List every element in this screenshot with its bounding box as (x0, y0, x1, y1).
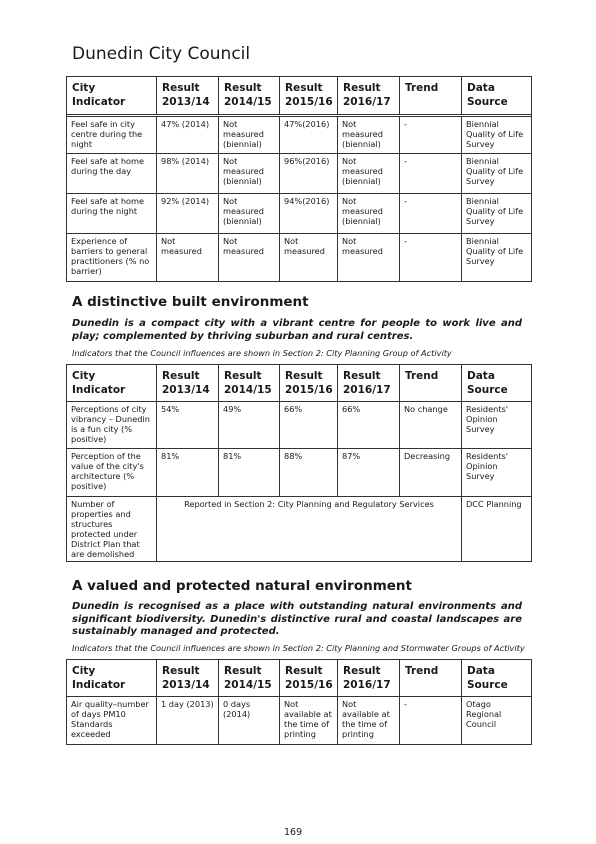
section-heading-natural-environment: A valued and protected natural environment (72, 578, 412, 594)
table-header-row (67, 660, 532, 697)
table-row (67, 234, 532, 282)
result-cell: 47% (2014) (157, 117, 219, 154)
source-cell: Biennial Quality of Life Survey (462, 154, 532, 194)
trend-cell: Decreasing (400, 449, 462, 497)
table-row (67, 402, 532, 449)
table-row (67, 194, 532, 234)
result-cell: Not measured (biennial) (219, 117, 280, 154)
header-data-source: Data Source (462, 660, 532, 697)
indicator-cell: Feel safe at home during the day (67, 154, 157, 194)
result-cell: 49% (219, 402, 280, 449)
result-cell: 88% (280, 449, 338, 497)
header-trend: Trend (400, 660, 462, 697)
header-result-2015-16: Result 2015/16 (280, 660, 338, 697)
table-header-row (67, 365, 532, 402)
header-trend: Trend (400, 365, 462, 402)
section-note-natural-environment: Indicators that the Council influences are shown in Section 2: City Planning and Stormwater Groups of Activity (72, 643, 525, 653)
header-result-2014-15: Result 2014/15 (219, 660, 280, 697)
header-city-indicator: City Indicator (67, 365, 157, 402)
result-cell: 81% (157, 449, 219, 497)
indicator-cell: Perceptions of city vibrancy – Dunedin is a fun city (% positive) (67, 402, 157, 449)
result-cell: 1 day (2013) (157, 697, 219, 745)
result-cell: 87% (338, 449, 400, 497)
table-row (67, 117, 532, 154)
natural-environment-table (66, 659, 532, 745)
result-cell: Not measured (338, 234, 400, 282)
table-header-row (67, 77, 532, 115)
trend-cell: - (400, 117, 462, 154)
section-heading-built-environment: A distinctive built environment (72, 294, 309, 310)
result-cell: 92% (2014) (157, 194, 219, 234)
result-cell: 98% (2014) (157, 154, 219, 194)
header-result-2015-16: Result 2015/16 (280, 77, 338, 115)
source-cell: Biennial Quality of Life Survey (462, 117, 532, 154)
result-cell: 54% (157, 402, 219, 449)
header-result-2013-14: Result 2013/14 (157, 365, 219, 402)
header-result-2015-16: Result 2015/16 (280, 365, 338, 402)
trend-cell: No change (400, 402, 462, 449)
result-cell: 81% (219, 449, 280, 497)
result-cell: Not measured (280, 234, 338, 282)
source-cell: Biennial Quality of Life Survey (462, 194, 532, 234)
header-city-indicator: City Indicator (67, 77, 157, 115)
header-result-2016-17: Result 2016/17 (338, 660, 400, 697)
result-cell: Not available at the time of printing (338, 697, 400, 745)
result-cell: Not measured (biennial) (219, 194, 280, 234)
source-cell: Residents' Opinion Survey (462, 449, 532, 497)
indicator-cell: Air quality–number of days PM10 Standards exceeded (67, 697, 157, 745)
page-number: 169 (284, 827, 303, 838)
header-result-2013-14: Result 2013/14 (157, 660, 219, 697)
result-cell: Not available at the time of printing (280, 697, 338, 745)
source-cell: DCC Planning (462, 497, 532, 562)
table-row (67, 154, 532, 194)
table-row (67, 449, 532, 497)
header-result-2014-15: Result 2014/15 (219, 77, 280, 115)
source-cell: Biennial Quality of Life Survey (462, 234, 532, 282)
header-city-indicator: City Indicator (67, 660, 157, 697)
merged-reported-cell: Reported in Section 2: City Planning and Regulatory Services (157, 497, 462, 562)
trend-cell: - (400, 194, 462, 234)
trend-cell: - (400, 154, 462, 194)
result-cell: 0 days (2014) (219, 697, 280, 745)
result-cell: Not measured (biennial) (338, 194, 400, 234)
header-data-source: Data Source (462, 365, 532, 402)
result-cell: Not measured (157, 234, 219, 282)
result-cell: Not measured (biennial) (338, 154, 400, 194)
indicator-cell: Feel safe in city centre during the night (67, 117, 157, 154)
result-cell: 96%(2016) (280, 154, 338, 194)
indicator-cell: Perception of the value of the city's architecture (% positive) (67, 449, 157, 497)
result-cell: 66% (338, 402, 400, 449)
result-cell: Not measured (219, 234, 280, 282)
result-cell: Not measured (biennial) (338, 117, 400, 154)
result-cell: 94%(2016) (280, 194, 338, 234)
source-cell: Otago Regional Council (462, 697, 532, 745)
header-data-source: Data Source (462, 77, 532, 115)
page-title: Dunedin City Council (72, 44, 251, 64)
trend-cell: - (400, 234, 462, 282)
indicator-cell: Experience of barriers to general practitioners (% no barrier) (67, 234, 157, 282)
section-note-built-environment: Indicators that the Council influences are shown in Section 2: City Planning Group of Activity (72, 348, 452, 358)
indicator-cell: Feel safe at home during the night (67, 194, 157, 234)
source-cell: Residents' Opinion Survey (462, 402, 532, 449)
built-environment-table (66, 364, 532, 562)
header-result-2016-17: Result 2016/17 (338, 365, 400, 402)
header-result-2014-15: Result 2014/15 (219, 365, 280, 402)
table-row (67, 697, 532, 745)
safety-indicator-table-body (66, 116, 532, 282)
header-result-2016-17: Result 2016/17 (338, 77, 400, 115)
indicator-cell: Number of properties and structures protected under District Plan that are demolished (67, 497, 157, 562)
result-cell: 47%(2016) (280, 117, 338, 154)
trend-cell: - (400, 697, 462, 745)
header-trend: Trend (400, 77, 462, 115)
section-description-natural-environment: Dunedin is recognised as a place with outstanding natural environments and significant biodiversity. Dunedin's distinctive rural and coastal landscapes are sustainably managed and protected. (72, 601, 522, 637)
section-description-built-environment: Dunedin is a compact city with a vibrant centre for people to work live and play; complemented by thriving suburban and rural centres. (72, 318, 522, 342)
result-cell: 66% (280, 402, 338, 449)
table-row (67, 497, 532, 562)
result-cell: Not measured (biennial) (219, 154, 280, 194)
header-result-2013-14: Result 2013/14 (157, 77, 219, 115)
